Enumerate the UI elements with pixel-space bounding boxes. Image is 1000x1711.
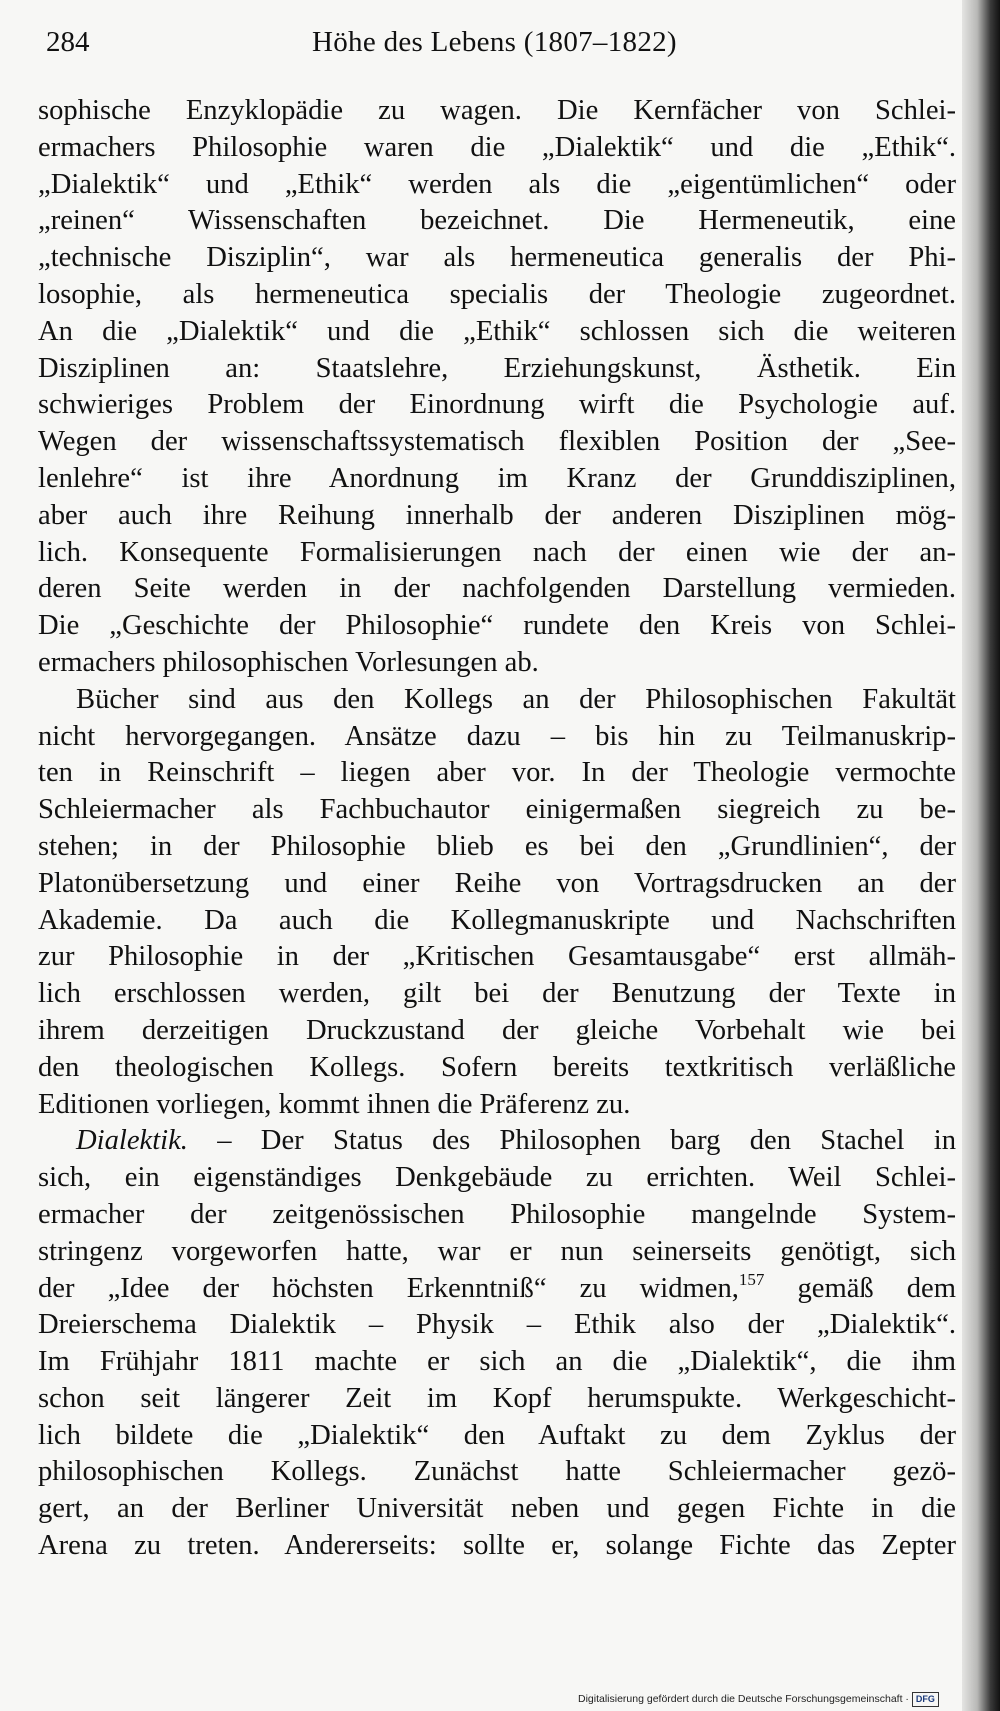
text-line: philosophischen Kollegs. Zunächst hatte Schleiermacher gezö- — [38, 1456, 956, 1488]
body-text — [38, 93, 956, 1565]
text-line: nicht hervorgegangen. Ansätze dazu – bis hin zu Teilmanuskrip- — [38, 720, 956, 752]
text-line: stringenz vorgeworfen hatte, war er nun seinerseits genötigt, sich — [38, 1235, 956, 1267]
text-line: An die „Dialektik“ und die „Ethik“ schlossen sich die weiteren — [38, 315, 956, 347]
text-line: ermachers Philosophie waren die „Dialektik“ und die „Ethik“. — [38, 131, 956, 163]
text-line: Schleiermacher als Fachbuchautor einigermaßen siegreich zu be- — [38, 794, 956, 826]
text-line: ermachers philosophischen Vorlesungen ab. — [38, 646, 539, 678]
text-line: aber auch ihre Reihung innerhalb der anderen Disziplinen mög- — [38, 499, 956, 531]
text-line: Im Frühjahr 1811 machte er sich an die „Dialektik“, die ihm — [38, 1346, 956, 1378]
footnote-reference[interactable]: 157 — [738, 1270, 765, 1289]
text-line: Arena zu treten. Andererseits: sollte er, solange Fichte das Zepter — [38, 1530, 956, 1562]
page-header — [46, 22, 942, 62]
dfg-logo: DFG — [912, 1692, 939, 1707]
running-head: Höhe des Lebens (1807–1822) — [312, 26, 677, 58]
digitization-credit — [578, 1691, 968, 1707]
text-line-rest: – Der Status des Philosophen barg den Stachel in — [217, 1125, 956, 1157]
text-line: Editionen vorliegen, kommt ihnen die Präferenz zu. — [38, 1088, 631, 1120]
text-line: Wegen der wissenschaftssystematisch flexiblen Position der „See- — [38, 426, 956, 458]
text-line: den theologischen Kollegs. Sofern bereits textkritisch verläßliche — [38, 1051, 956, 1083]
text-line: gert, an der Berliner Universität neben und gegen Fichte in die — [38, 1493, 956, 1525]
text-line: ten in Reinschrift – liegen aber vor. In der Theologie vermochte — [38, 757, 956, 789]
text-line: sich, ein eigenständiges Denkgebäude zu errichten. Weil Schlei- — [38, 1162, 956, 1194]
text-line: schwieriges Problem der Einordnung wirft die Psychologie auf. — [38, 389, 956, 421]
text-line: sophische Enzyklopädie zu wagen. Die Kernfächer von Schlei- — [38, 95, 956, 126]
text-line: schon seit längerer Zeit im Kopf herumspukte. Werkgeschicht- — [38, 1382, 956, 1414]
section-heading: Dialektik. — [76, 1125, 188, 1157]
text-line: deren Seite werden in der nachfolgenden Darstellung vermieden. — [38, 573, 956, 605]
text-line: losophie, als hermeneutica specialis der Theologie zugeordnet. — [38, 278, 956, 310]
text-line — [38, 1271, 956, 1308]
text-line: ihrem derzeitigen Druckzustand der gleiche Vorbehalt wie bei — [38, 1014, 956, 1046]
text-line: Platonübersetzung und einer Reihe von Vortragsdrucken an der — [38, 867, 956, 899]
text-line: lich erschlossen werden, gilt bei der Benutzung der Texte in — [38, 978, 956, 1010]
text-line-end: gemäß dem — [797, 1272, 956, 1304]
text-line: „reinen“ Wissenschaften bezeichnet. Die Hermeneutik, eine — [38, 205, 956, 237]
text-line: Disziplinen an: Staatslehre, Erziehungskunst, Ästhetik. Ein — [38, 352, 956, 384]
text-line: Bücher sind aus den Kollegs an der Philosophischen Fakultät — [76, 683, 956, 715]
page-number: 284 — [46, 26, 90, 58]
text-line: lenlehre“ ist ihre Anordnung im Kranz der Grunddisziplinen, — [38, 462, 956, 494]
text-line: lich. Konsequente Formalisierungen nach der einen wie der an- — [38, 536, 956, 568]
text-line: Dreierschema Dialektik – Physik – Ethik also der „Dialektik“. — [38, 1309, 956, 1341]
text-line: „technische Disziplin“, war als hermeneutica generalis der Phi- — [38, 242, 956, 274]
text-line: „Dialektik“ und „Ethik“ werden als die „eigentümlichen“ oder — [38, 168, 956, 200]
text-line: lich bildete die „Dialektik“ den Auftakt zu dem Zyklus der — [38, 1419, 956, 1451]
text-line-start: der „Idee der höchsten Erkenntniß“ zu widmen, — [38, 1272, 739, 1304]
text-line — [38, 1123, 956, 1160]
book-gutter-shadow — [962, 0, 1000, 1711]
text-line: Die „Geschichte der Philosophie“ rundete den Kreis von Schlei- — [38, 610, 956, 642]
text-line: zur Philosophie in der „Kritischen Gesamtausgabe“ erst allmäh- — [38, 941, 956, 973]
text-line: Akademie. Da auch die Kollegmanuskripte und Nachschriften — [38, 904, 956, 936]
text-line: stehen; in der Philosophie blieb es bei den „Grundlinien“, der — [38, 830, 956, 862]
text-line: ermacher der zeitgenössischen Philosophie mangelnde System- — [38, 1198, 956, 1230]
credit-text: Digitalisierung gefördert durch die Deutsche Forschungsgemeinschaft · — [578, 1693, 909, 1705]
